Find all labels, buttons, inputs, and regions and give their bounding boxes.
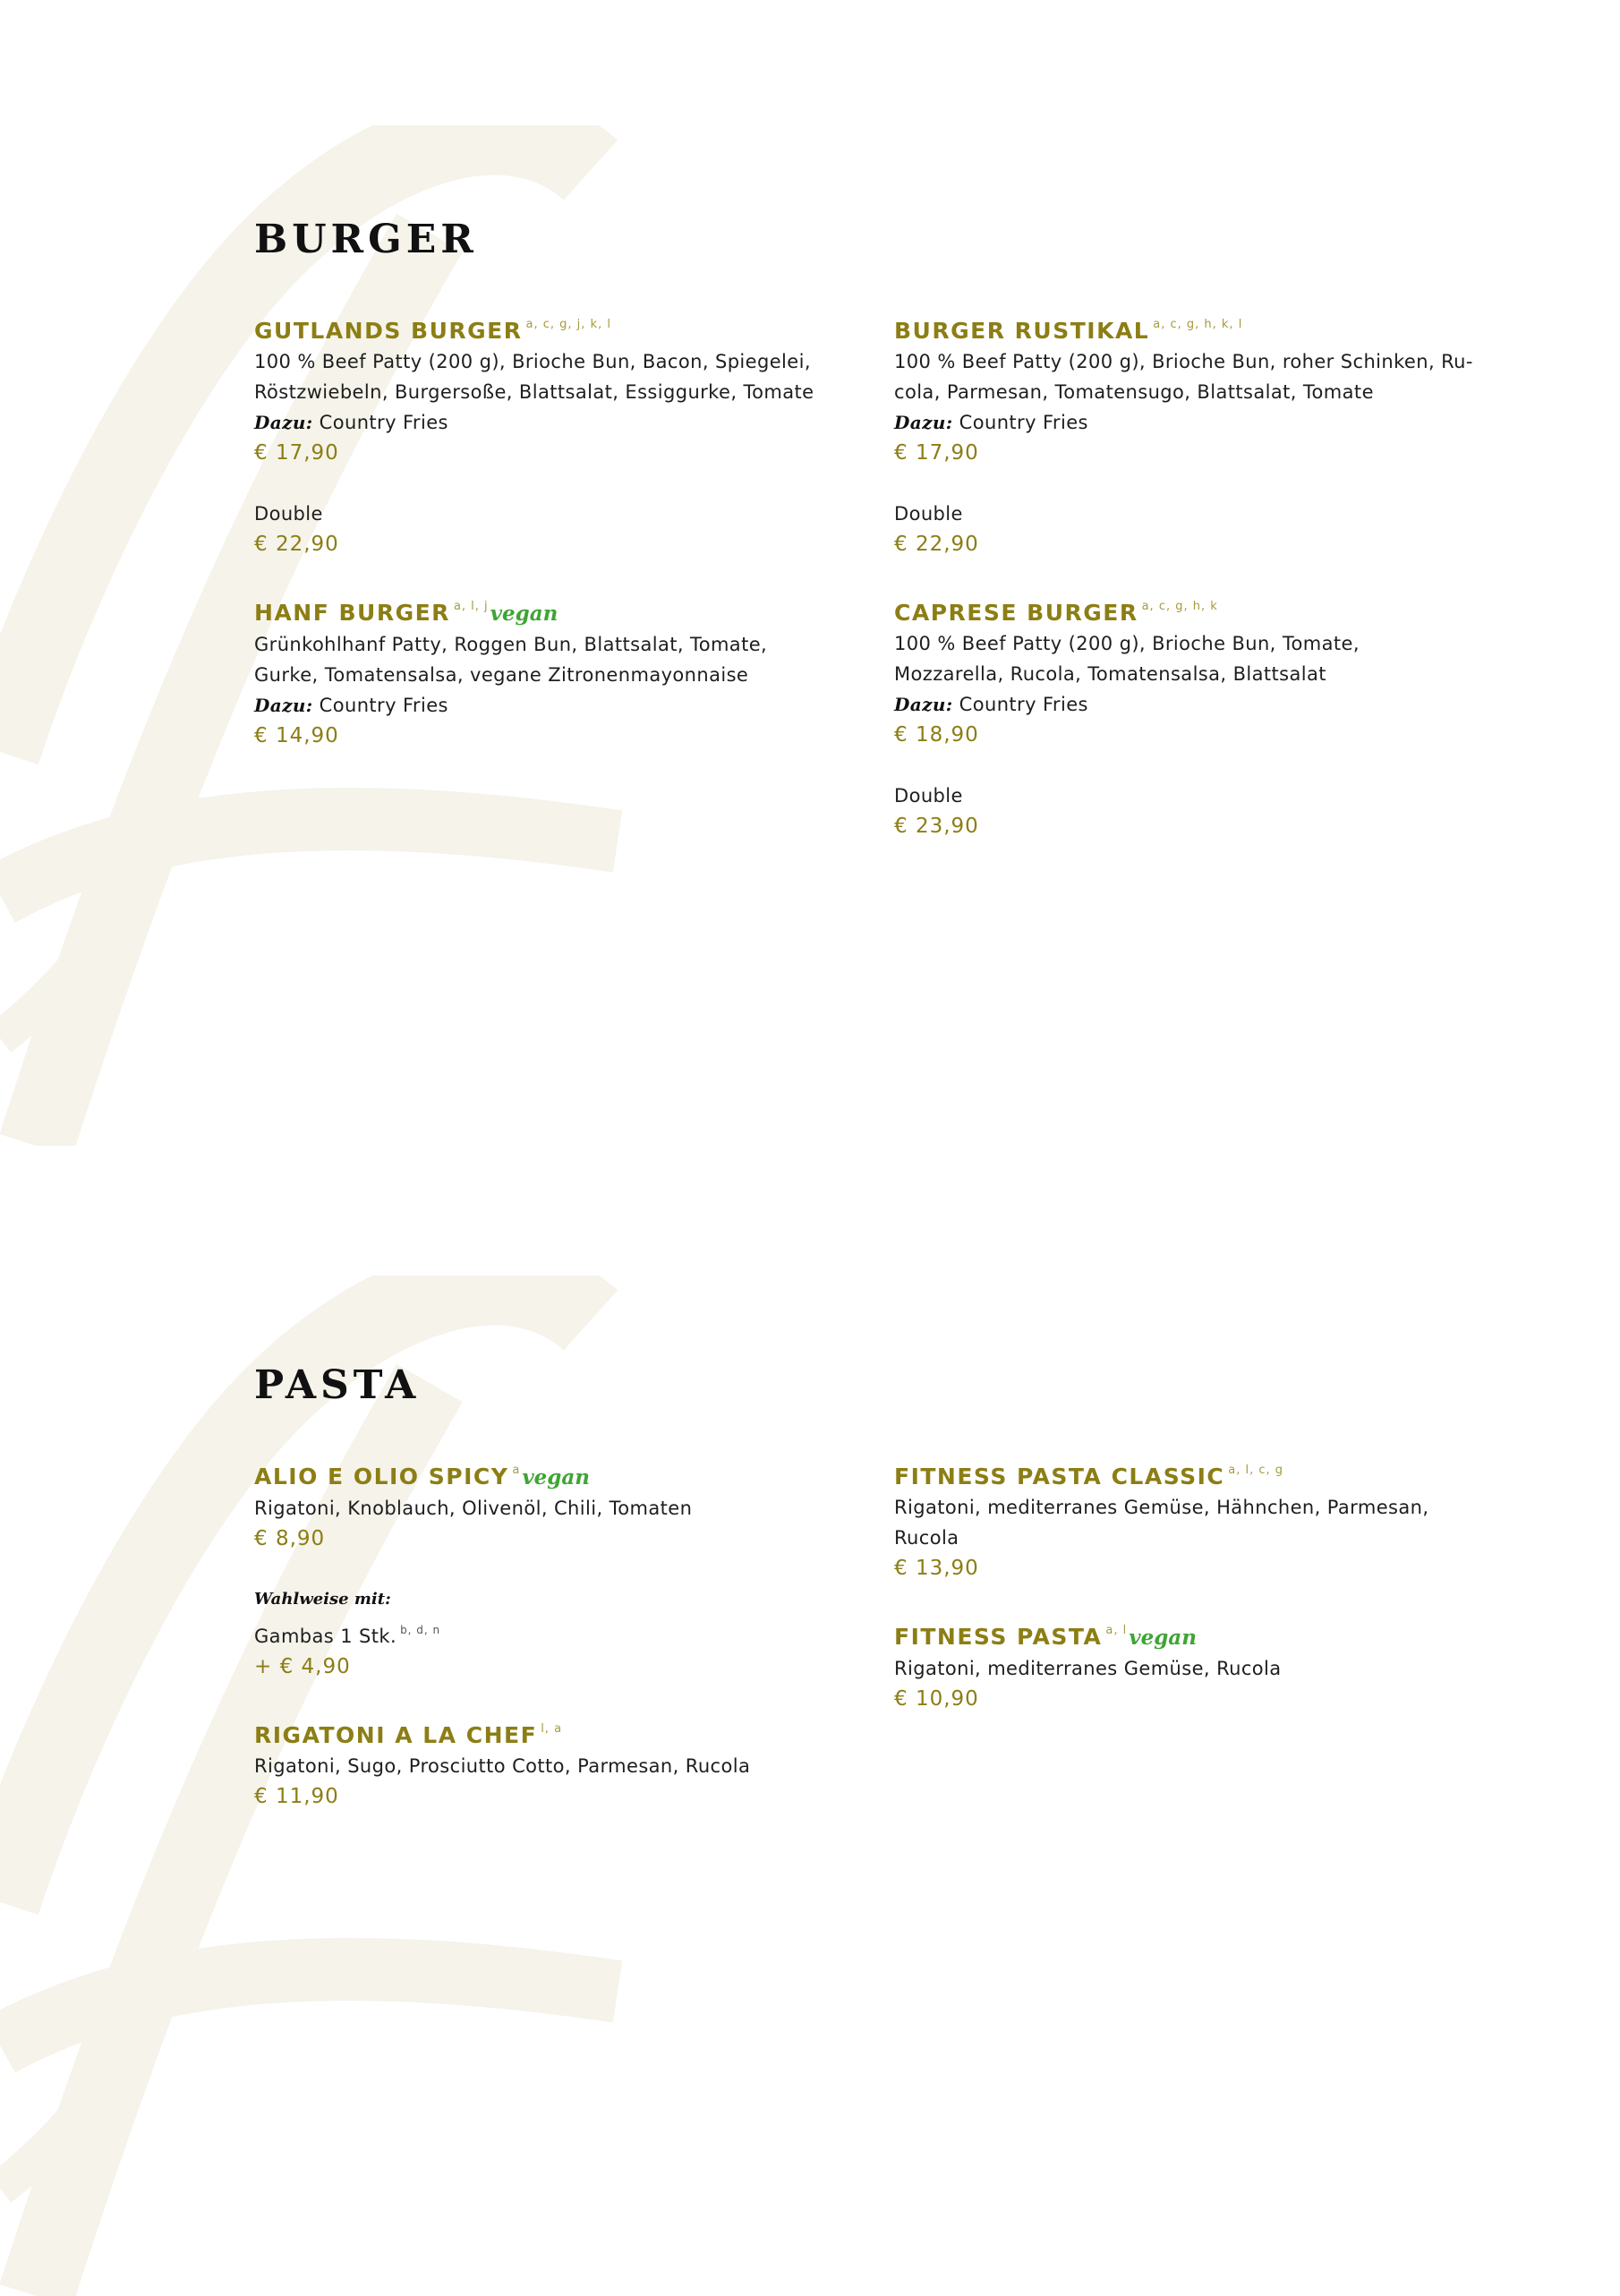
side-label: Dazu:	[254, 695, 313, 716]
menu-item-alio-e-olio-spicy	[254, 1455, 872, 1682]
item-description: cola, Parmesan, Tomatensugo, Blattsalat, Tomate	[894, 381, 1374, 403]
item-price: € 18,90	[894, 723, 979, 747]
item-description: Mozzarella, Rucola, Tomatensalsa, Blattsalat	[894, 663, 1326, 685]
menu-item-caprese-burger	[894, 592, 1512, 841]
extra-name: Gambas 1 Stk.	[254, 1626, 397, 1647]
double-price: € 23,90	[894, 815, 979, 838]
item-price: € 17,90	[254, 441, 339, 465]
item-description: Röstzwiebeln, Burgersoße, Blattsalat, Essiggurke, Tomate	[254, 381, 814, 403]
item-description: Rucola	[894, 1527, 959, 1549]
side-value: Country Fries	[959, 412, 1088, 433]
side-dish-line	[894, 407, 1512, 438]
allergen-codes: b, d, n	[400, 1624, 441, 1636]
item-name: CAPRESE BURGER	[894, 600, 1138, 626]
pasta-column-right	[894, 1455, 1512, 1746]
choice-label: Wahlweise mit:	[254, 1590, 391, 1609]
allergen-codes: a, c, g, h, k	[1141, 600, 1218, 613]
item-description: Rigatoni, Knoblauch, Olivenöl, Chili, Tomaten	[254, 1498, 693, 1519]
allergen-codes: a, l, c, g	[1228, 1464, 1284, 1477]
menu-item-hanf-burger	[254, 592, 872, 751]
item-name: BURGER RUSTIKAL	[894, 318, 1150, 344]
item-price: € 11,90	[254, 1785, 339, 1808]
side-label: Dazu:	[254, 412, 313, 433]
item-name: FITNESS PASTA	[894, 1624, 1103, 1650]
side-label: Dazu:	[894, 694, 953, 715]
allergen-codes: a, l, j	[453, 600, 489, 613]
item-price: € 14,90	[254, 724, 339, 747]
allergen-codes: a, c, g, j, k, l	[525, 318, 611, 331]
item-description: Rigatoni, mediterranes Gemüse, Rucola	[894, 1658, 1282, 1679]
item-description: 100 % Beef Patty (200 g), Brioche Bun, Tomate,	[894, 633, 1360, 654]
allergen-codes: l, a	[541, 1722, 563, 1736]
double-price: € 22,90	[254, 533, 339, 556]
pasta-column-left	[254, 1455, 872, 1844]
item-description: Grünkohlhanf Patty, Roggen Bun, Blattsalat, Tomate,	[254, 634, 768, 655]
burger-column-right	[894, 310, 1512, 874]
side-dish-line	[254, 407, 872, 438]
vegan-label: vegan	[1129, 1626, 1197, 1650]
menu-item-fitness-pasta-classic	[894, 1455, 1512, 1583]
side-value: Country Fries	[319, 412, 448, 433]
section-title-pasta: PASTA	[254, 1362, 421, 1408]
item-description: Gurke, Tomatensalsa, vegane Zitronenmayonnaise	[254, 664, 749, 686]
double-variant	[894, 499, 1512, 559]
item-price: € 10,90	[894, 1687, 979, 1711]
vegan-label: vegan	[490, 602, 558, 626]
allergen-codes: a, l	[1105, 1624, 1128, 1637]
extra-price: + € 4,90	[254, 1655, 351, 1678]
item-description: Rigatoni, Sugo, Prosciutto Cotto, Parmesan, Rucola	[254, 1755, 751, 1777]
side-dish-line	[254, 690, 872, 721]
item-name: HANF BURGER	[254, 600, 450, 626]
menu-item-rigatoni-a-la-chef	[254, 1714, 872, 1812]
allergen-codes: a, c, g, h, k, l	[1153, 318, 1243, 331]
side-value: Country Fries	[959, 694, 1088, 715]
double-label: Double	[254, 503, 323, 525]
optional-extra	[254, 1584, 872, 1682]
double-label: Double	[894, 785, 963, 807]
item-name: GUTLANDS BURGER	[254, 318, 523, 344]
double-variant	[254, 499, 872, 559]
item-description: 100 % Beef Patty (200 g), Brioche Bun, Bacon, Spiegelei,	[254, 351, 811, 372]
double-label: Double	[894, 503, 963, 525]
section-title-burger: BURGER	[254, 217, 478, 262]
side-dish-line	[894, 689, 1512, 720]
item-name: FITNESS PASTA CLASSIC	[894, 1464, 1225, 1489]
double-variant	[894, 781, 1512, 841]
side-value: Country Fries	[319, 695, 448, 716]
item-description: Rigatoni, mediterranes Gemüse, Hähnchen, Parmesan,	[894, 1497, 1429, 1518]
item-price: € 8,90	[254, 1527, 326, 1550]
burger-column-left	[254, 310, 872, 783]
item-description: 100 % Beef Patty (200 g), Brioche Bun, roher Schinken, Ru-	[894, 351, 1473, 372]
menu-item-fitness-pasta	[894, 1616, 1512, 1714]
side-label: Dazu:	[894, 412, 953, 433]
allergen-codes: a	[512, 1464, 521, 1477]
item-price: € 13,90	[894, 1557, 979, 1580]
item-name: RIGATONI A LA CHEF	[254, 1722, 538, 1748]
item-price: € 17,90	[894, 441, 979, 465]
vegan-label: vegan	[522, 1465, 591, 1489]
double-price: € 22,90	[894, 533, 979, 556]
menu-item-gutlands-burger	[254, 310, 872, 559]
menu-item-burger-rustikal	[894, 310, 1512, 559]
item-name: ALIO E OLIO SPICY	[254, 1464, 509, 1489]
